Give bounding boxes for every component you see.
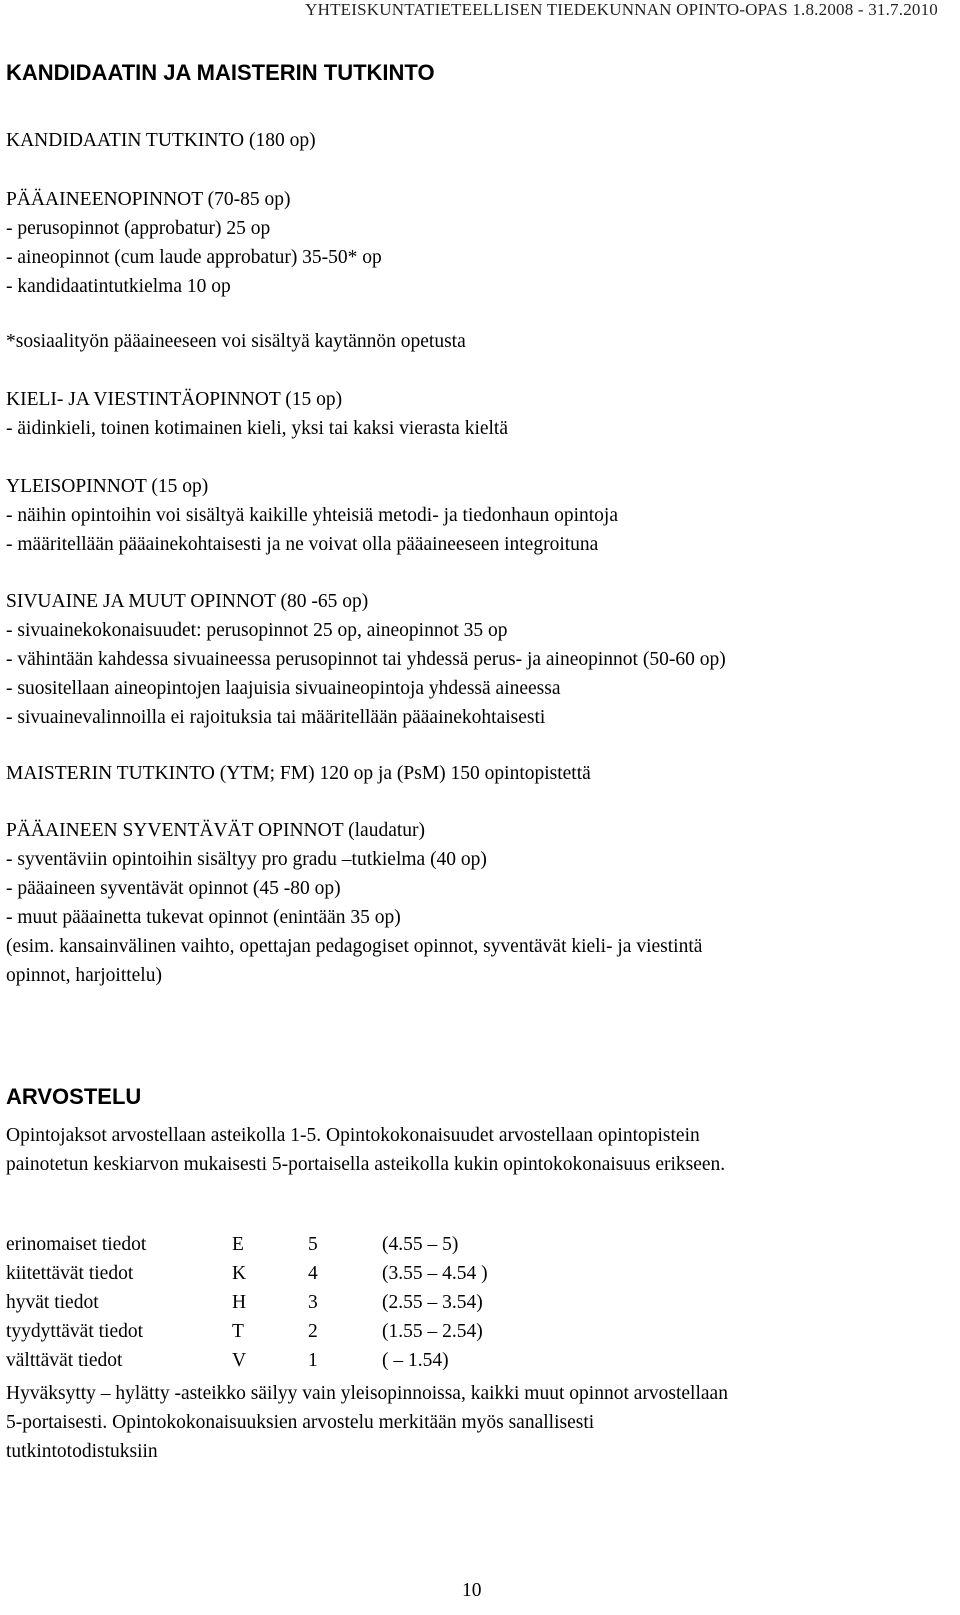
text-line: KANDIDAATIN TUTKINTO (180 op) xyxy=(6,130,316,151)
text-line: - kandidaatintutkielma 10 op xyxy=(6,276,231,297)
main-title: KANDIDAATIN JA MAISTERIN TUTKINTO xyxy=(6,60,435,85)
grade-number: 1 xyxy=(308,1350,318,1371)
text-line: - syventäviin opintoihin sisältyy pro gradu –tutkielma (40 op) xyxy=(6,849,487,870)
text-line: painotetun keskiarvon mukaisesti 5-portaisella asteikolla kukin opintokokonaisuus erikseen. xyxy=(6,1154,726,1175)
grade-letter: V xyxy=(232,1350,247,1371)
grade-range: (2.55 – 3.54) xyxy=(382,1292,483,1313)
text-line: tutkintotodistuksiin xyxy=(6,1441,158,1462)
page-number: 10 xyxy=(462,1580,482,1601)
grade-name: erinomaiset tiedot xyxy=(6,1234,147,1255)
text-line: Opintojaksot arvostellaan asteikolla 1-5. Opintokokonaisuudet arvostellaan opintopistein xyxy=(6,1125,700,1146)
text-line: MAISTERIN TUTKINTO (YTM; FM) 120 op ja (PsM) 150 opintopistettä xyxy=(6,763,591,784)
text-line: - sivuainevalinnoilla ei rajoituksia tai määritellään pääainekohtaisesti xyxy=(6,707,546,728)
grade-name: kiitettävät tiedot xyxy=(6,1263,134,1284)
text-line: - suositellaan aineopintojen laajuisia sivuaineopintoja yhdessä aineessa xyxy=(6,678,561,699)
table-row xyxy=(6,1321,488,1350)
grade-letter: T xyxy=(232,1321,244,1342)
grade-letter: E xyxy=(232,1234,244,1255)
grade-letter: H xyxy=(232,1292,247,1313)
grade-number: 2 xyxy=(308,1321,318,1342)
table-row xyxy=(6,1234,488,1263)
page-header: YHTEISKUNTATIETEELLISEN TIEDEKUNNAN OPINTO-OPAS 1.8.2008 - 31.7.2010 xyxy=(305,0,938,19)
text-line: opinnot, harjoittelu) xyxy=(6,965,162,986)
text-line: Hyväksytty – hylätty -asteikko säilyy vain yleisopinnoissa, kaikki muut opinnot arvostellaan xyxy=(6,1383,728,1404)
text-line: - näihin opintoihin voi sisältyä kaikille yhteisiä metodi- ja tiedonhaun opintoja xyxy=(6,505,618,526)
arvostelu-text xyxy=(6,1121,725,1179)
text-line: - pääaineen syventävät opinnot (45 -80 op) xyxy=(6,878,341,899)
text-line: PÄÄAINEEN SYVENTÄVÄT OPINNOT (laudatur) xyxy=(6,820,426,841)
table-row xyxy=(6,1350,488,1379)
text-line: - perusopinnot (approbatur) 25 op xyxy=(6,218,271,239)
table-row xyxy=(6,1292,488,1321)
grade-range: (1.55 – 2.54) xyxy=(382,1321,483,1342)
text-line: - äidinkieli, toinen kotimainen kieli, yksi tai kaksi vierasta kieltä xyxy=(6,418,509,439)
grade-table xyxy=(6,1234,488,1379)
table-row xyxy=(6,1263,488,1292)
grade-number: 3 xyxy=(308,1292,318,1313)
text-line: *sosiaalityön pääaineeseen voi sisältyä kaytännön opetusta xyxy=(6,331,466,352)
closing-text xyxy=(6,1379,728,1466)
text-line: - muut pääainetta tukevat opinnot (enintään 35 op) xyxy=(6,907,401,928)
grade-name: tyydyttävät tiedot xyxy=(6,1321,144,1342)
section-kieli-viestinta xyxy=(6,385,508,443)
grade-range: ( – 1.54) xyxy=(382,1350,449,1371)
grade-number: 5 xyxy=(308,1234,318,1255)
text-line: - aineopinnot (cum laude approbatur) 35-50* op xyxy=(6,247,382,268)
section-syventavat xyxy=(6,816,702,990)
grade-range: (3.55 – 4.54 ) xyxy=(382,1263,488,1284)
text-line: - määritellään pääainekohtaisesti ja ne voivat olla pääaineeseen integroituna xyxy=(6,534,599,555)
section-yleisopinnot xyxy=(6,472,618,559)
grade-letter: K xyxy=(232,1263,247,1284)
arvostelu-title: ARVOSTELU xyxy=(6,1084,142,1109)
grade-name: välttävät tiedot xyxy=(6,1350,123,1371)
grade-name: hyvät tiedot xyxy=(6,1292,99,1313)
text-line: - vähintään kahdessa sivuaineessa perusopinnot tai yhdessä perus- ja aineopinnot (50-60 op) xyxy=(6,649,726,670)
text-line: YLEISOPINNOT (15 op) xyxy=(6,476,209,497)
section-footnote xyxy=(6,327,466,356)
grade-range: (4.55 – 5) xyxy=(382,1234,459,1255)
text-line: SIVUAINE JA MUUT OPINNOT (80 -65 op) xyxy=(6,591,369,612)
section-paaaineopinnot xyxy=(6,185,382,301)
text-line: KIELI- JA VIESTINTÄOPINNOT (15 op) xyxy=(6,389,343,410)
text-line: PÄÄAINEENOPINNOT (70-85 op) xyxy=(6,189,291,210)
section-kandidaatin-tutkinto xyxy=(6,126,316,155)
grade-number: 4 xyxy=(308,1263,318,1284)
text-line: (esim. kansainvälinen vaihto, opettajan pedagogiset opinnot, syventävät kieli- ja viestintä xyxy=(6,936,703,957)
text-line: 5-portaisesti. Opintokokonaisuuksien arvostelu merkitään myös sanallisesti xyxy=(6,1412,595,1433)
section-sivuaine xyxy=(6,587,726,732)
text-line: - sivuainekokonaisuudet: perusopinnot 25 op, aineopinnot 35 op xyxy=(6,620,508,641)
section-maisterin-tutkinto xyxy=(6,759,591,788)
